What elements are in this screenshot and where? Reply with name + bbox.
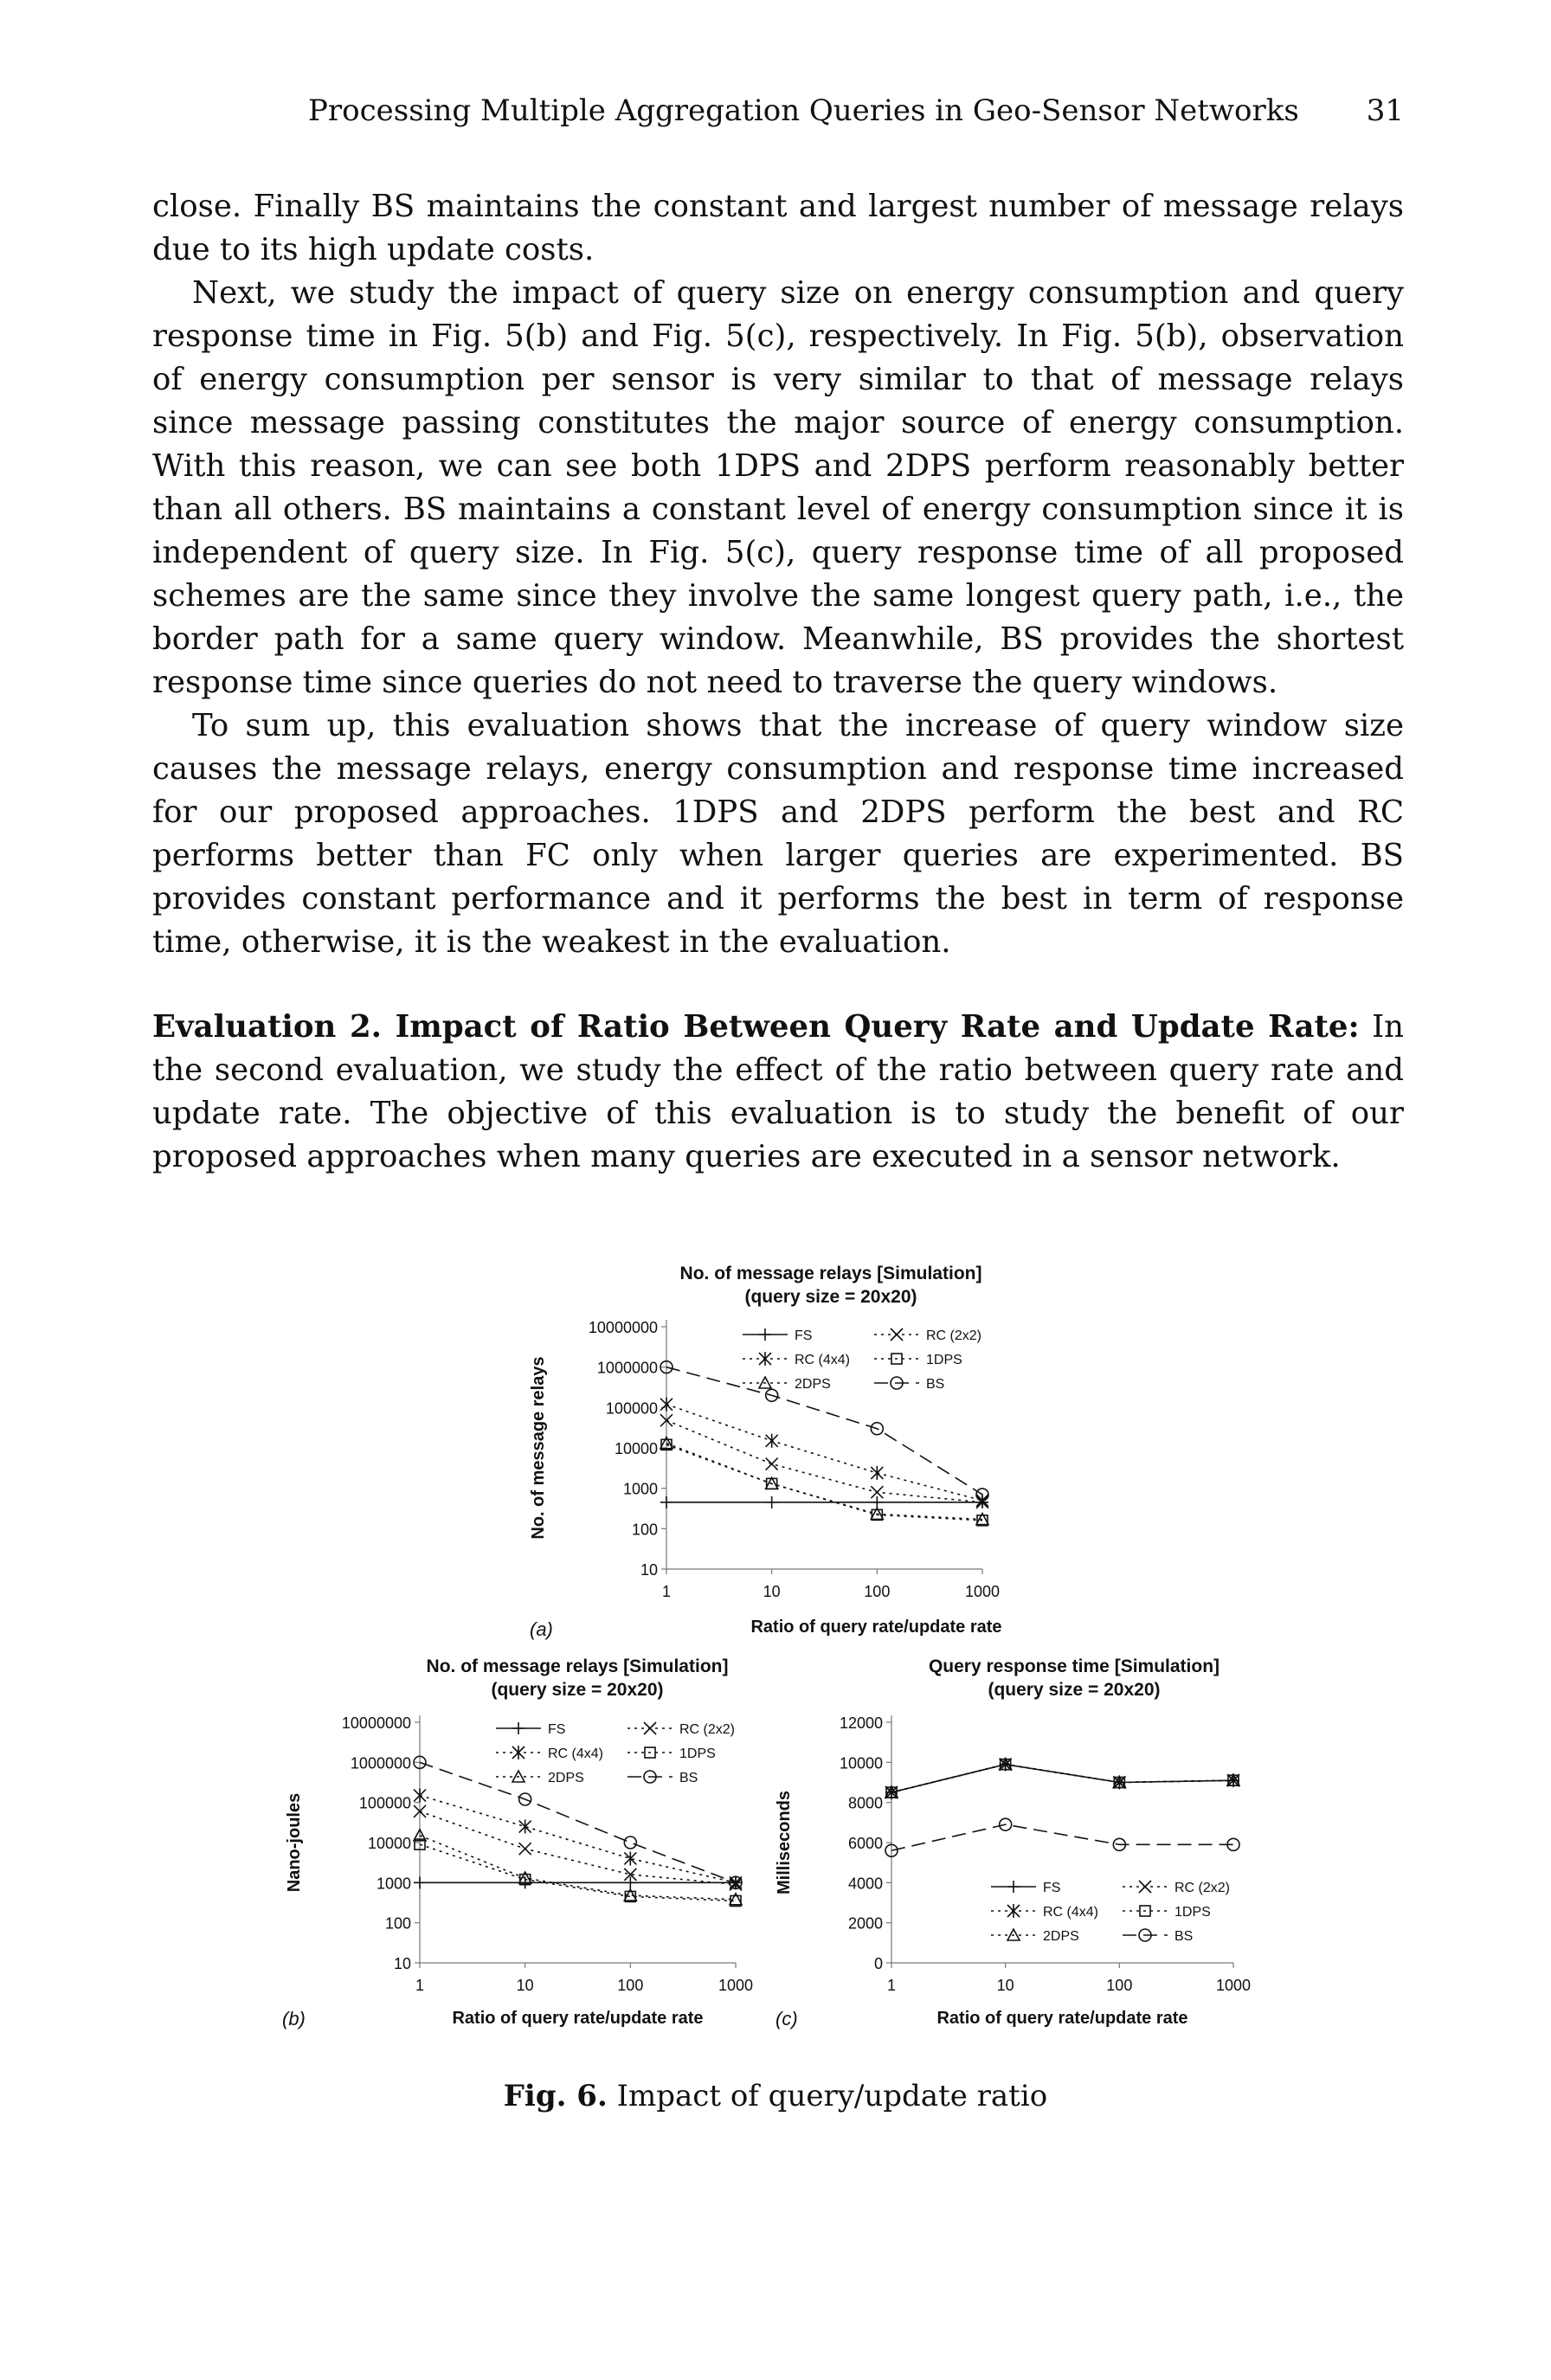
series-line	[420, 1796, 736, 1883]
chart-panel-1	[529, 1264, 1002, 1637]
series-bs	[885, 1818, 1239, 1856]
x-tick-label: 1000	[964, 1583, 1001, 1600]
legend-label: BS	[1175, 1929, 1194, 1944]
legend-marker	[512, 1746, 525, 1759]
legend-label: BS	[679, 1771, 698, 1785]
legend-label: 1DPS	[1175, 1905, 1211, 1920]
legend-marker	[1007, 1881, 1020, 1893]
y-axis-label: No. of message relays	[529, 1356, 548, 1540]
y-tick-label: 10	[393, 1955, 411, 1972]
y-tick-label: 8000	[847, 1794, 883, 1812]
data-point	[414, 1789, 426, 1803]
series-line	[891, 1765, 1233, 1792]
series-line	[891, 1765, 1233, 1792]
legend-entry	[743, 1377, 831, 1392]
series-rc-2x2-	[414, 1805, 742, 1891]
y-tick-label: 4000	[847, 1875, 883, 1893]
chart-subtitle: (query size = 20x20)	[491, 1680, 664, 1700]
y-tick-label: 10000000	[341, 1714, 411, 1732]
data-point	[766, 1496, 778, 1508]
x-axis-label: Ratio of query rate/update rate	[750, 1618, 1002, 1637]
y-tick-label: 100000	[358, 1794, 411, 1812]
x-tick-label: 1000	[1215, 1977, 1252, 1994]
y-tick-label: 1000	[376, 1875, 411, 1893]
legend-label: BS	[926, 1377, 945, 1392]
y-tick-label: 0	[873, 1955, 883, 1972]
legend-marker	[512, 1722, 525, 1734]
x-tick-label: 10	[763, 1583, 781, 1600]
chart-panel-2	[285, 1656, 753, 2028]
paragraph-1: close. Finally BS maintains the constant and largest number of message relays due to its high update costs.	[152, 189, 1404, 267]
legend-label: RC (4x4)	[795, 1353, 851, 1367]
legend-entry	[743, 1352, 850, 1367]
chart-subtitle: (query size = 20x20)	[744, 1287, 917, 1307]
series-rc-4x4-	[660, 1398, 988, 1508]
legend-label: RC (2x2)	[926, 1328, 982, 1343]
legend-label: FS	[548, 1722, 566, 1737]
chart-legend	[496, 1722, 735, 1785]
legend-entry	[874, 1377, 944, 1392]
data-point	[624, 1836, 636, 1849]
series-rc-2x2-	[660, 1414, 988, 1508]
data-point	[414, 1876, 426, 1888]
x-tick-label: 10	[516, 1977, 534, 1994]
series-rc-4x4-	[414, 1789, 742, 1890]
series-line	[891, 1824, 1233, 1850]
legend-label: RC (4x4)	[548, 1746, 604, 1761]
y-tick-label: 1000000	[350, 1754, 411, 1772]
series-line	[420, 1811, 736, 1885]
y-tick-label: 10000	[839, 1754, 883, 1772]
x-axis-label: Ratio of query rate/update rate	[452, 2009, 704, 2028]
y-tick-label: 100	[384, 1914, 411, 1933]
legend-label: 1DPS	[679, 1746, 716, 1761]
chart-title: Query response time [Simulation]	[928, 1656, 1220, 1676]
legend-entry	[627, 1771, 698, 1785]
data-point	[519, 1843, 531, 1855]
legend-marker	[1007, 1904, 1020, 1918]
y-axis-label: Milliseconds	[775, 1790, 794, 1895]
series-line	[891, 1765, 1233, 1792]
legend-entry	[991, 1929, 1079, 1944]
legend-entry	[496, 1771, 584, 1785]
series-2dps	[660, 1438, 988, 1525]
series-line	[420, 1836, 736, 1900]
legend-entry	[991, 1904, 1098, 1920]
x-tick-label: 1	[886, 1977, 897, 1994]
legend-entry	[627, 1746, 716, 1761]
data-point	[624, 1851, 636, 1865]
data-point	[660, 1398, 673, 1412]
series-line	[666, 1444, 982, 1521]
paragraph-3: To sum up, this evaluation shows that the increase of query window size causes the message relays, energy consumption and response time increased for our proposed approaches. 1DPS and 2DPS perform the best and RC performs better than FC only when larger queries are experimented. BS provides constant performance and it performs the best in term of response time, otherwise, it is the weakest in the evaluation.	[152, 708, 1404, 960]
y-tick-label: 100000	[605, 1399, 658, 1418]
data-point	[766, 1434, 778, 1448]
x-tick-label: 1000	[718, 1977, 754, 1994]
legend-marker	[644, 1722, 656, 1734]
paragraph-2: Next, we study the impact of query size on energy consumption and query response time in Fig. 5(b) and Fig. 5(c), respectively. In Fig. 5(b), observation of energy consumption per sensor is very similar to that of message relays since message passing constitutes the major source of energy consumption. With this reason, we can see both 1DPS and 2DPS perform reasonably better than all others. BS maintains a constant level of energy consumption since it is independent of query size. In Fig. 5(c), query response time of all proposed schemes are the same since they involve the same longest query path, i.e., the border path for a same query window. Meanwhile, BS provides the shortest response time since queries do not need to traverse the query windows.	[152, 275, 1404, 700]
panel-label-b: (b)	[282, 2008, 306, 2029]
legend-label: 1DPS	[926, 1353, 962, 1367]
series-rc-4x4-	[885, 1758, 1239, 1799]
y-tick-label: 1000	[622, 1480, 658, 1498]
legend-entry	[496, 1722, 565, 1737]
legend-entry	[496, 1746, 603, 1761]
evaluation-heading: Evaluation 2. Impact of Ratio Between Query Rate and Update Rate:	[152, 1009, 1360, 1045]
legend-label: RC (2x2)	[1175, 1881, 1231, 1895]
series-1dps	[886, 1759, 1239, 1798]
caption-label: Fig. 6.	[503, 2079, 608, 2113]
legend-entry	[1123, 1929, 1193, 1944]
legend-entry	[1123, 1881, 1230, 1895]
data-point	[766, 1458, 778, 1470]
legend-label: RC (4x4)	[1043, 1905, 1099, 1920]
legend-entry	[874, 1328, 981, 1343]
legend-label: RC (2x2)	[679, 1722, 736, 1737]
legend-entry	[874, 1353, 962, 1367]
legend-label: 2DPS	[548, 1771, 584, 1785]
legend-label: 2DPS	[795, 1377, 831, 1392]
legend-label: FS	[795, 1328, 813, 1343]
y-tick-label: 10000	[614, 1440, 658, 1457]
legend-label: 2DPS	[1043, 1929, 1079, 1944]
y-tick-label: 10000000	[588, 1319, 658, 1336]
y-tick-label: 10000	[367, 1835, 411, 1852]
series-line	[666, 1405, 982, 1501]
data-point	[871, 1466, 883, 1480]
legend-marker	[759, 1328, 771, 1341]
y-tick-label: 1000000	[596, 1359, 658, 1377]
legend-label: FS	[1043, 1881, 1061, 1895]
series-1dps	[661, 1439, 988, 1526]
series-line	[891, 1765, 1233, 1792]
chart-legend	[743, 1328, 981, 1392]
x-tick-label: 1	[415, 1977, 425, 1994]
running-title: Processing Multiple Aggregation Queries in Geo-Sensor Networks	[308, 93, 1299, 128]
x-tick-label: 1	[661, 1583, 672, 1600]
series-1dps	[415, 1839, 741, 1906]
y-tick-label: 2000	[847, 1914, 883, 1933]
series-2dps	[885, 1759, 1239, 1798]
legend-entry	[743, 1328, 812, 1343]
panel-label-a: (a)	[530, 1618, 553, 1640]
chart-panel-3	[775, 1656, 1251, 2028]
series-line	[891, 1765, 1233, 1792]
y-tick-label: 10	[640, 1561, 658, 1579]
legend-marker	[1139, 1881, 1151, 1893]
chart-title: No. of message relays [Simulation]	[679, 1264, 982, 1283]
series-fs	[885, 1759, 1239, 1798]
data-point	[519, 1820, 531, 1834]
chart-title: No. of message relays [Simulation]	[426, 1656, 729, 1676]
x-tick-label: 100	[1106, 1977, 1133, 1994]
series-rc-2x2-	[885, 1759, 1239, 1798]
figure-caption	[0, 2079, 1551, 2113]
page-number: 31	[1366, 93, 1404, 128]
legend-marker	[891, 1328, 903, 1341]
series-2dps	[414, 1830, 742, 1905]
data-point	[871, 1496, 883, 1508]
legend-entry	[1123, 1905, 1211, 1920]
paragraph-4: In the second evaluation, we study the effect of the ratio between query rate and update rate. The objective of this evaluation is to study the benefit of our proposed approaches when many queries are executed in a sensor network.	[152, 1009, 1404, 1174]
legend-entry	[991, 1881, 1060, 1895]
caption-text: Impact of query/update ratio	[616, 2079, 1048, 2113]
data-point	[660, 1496, 673, 1508]
chart-legend	[991, 1881, 1230, 1944]
y-axis-label: Nano-joules	[285, 1792, 304, 1893]
chart-subtitle: (query size = 20x20)	[988, 1680, 1161, 1700]
y-tick-label: 12000	[839, 1714, 883, 1732]
y-tick-label: 6000	[847, 1835, 883, 1852]
x-tick-label: 10	[996, 1977, 1014, 1994]
panel-label-c: (c)	[776, 2008, 798, 2029]
x-axis-label: Ratio of query rate/update rate	[936, 2009, 1188, 2028]
legend-marker	[759, 1352, 771, 1366]
y-tick-label: 100	[631, 1521, 658, 1539]
series-line	[420, 1844, 736, 1901]
legend-entry	[627, 1722, 735, 1737]
series-line	[666, 1444, 982, 1520]
x-tick-label: 100	[617, 1977, 644, 1994]
x-tick-label: 100	[864, 1583, 891, 1600]
